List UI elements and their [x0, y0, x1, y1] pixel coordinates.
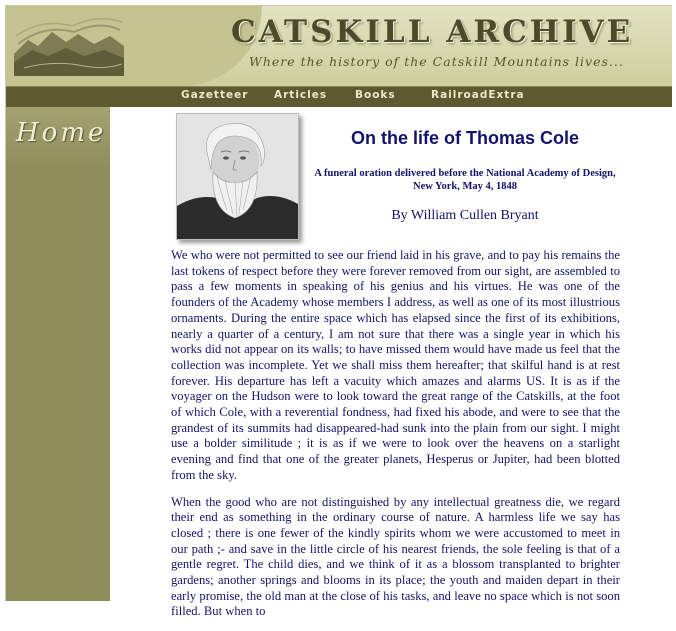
nav-books[interactable]: Books — [355, 89, 396, 101]
article-byline: By William Cullen Bryant — [391, 208, 539, 223]
article-subtitle — [306, 167, 624, 193]
author-portrait — [176, 113, 299, 240]
site-title[interactable]: CATSKILL ARCHIVE — [231, 14, 634, 50]
page-frame — [5, 5, 672, 619]
article-subtitle-line-1: A funeral oration delivered before the National Academy of Design, — [314, 168, 616, 179]
sidebar-home-link[interactable]: Home — [16, 118, 107, 148]
nav-railroadextra[interactable]: RailroadExtra — [431, 89, 525, 101]
nav-articles[interactable]: Articles — [274, 89, 328, 101]
site-logo[interactable] — [6, 6, 182, 86]
nav-gazetteer[interactable]: Gazetteer — [181, 89, 249, 101]
article-body — [171, 248, 620, 631]
sidebar — [6, 107, 110, 601]
portrait-engraving-icon — [177, 114, 298, 239]
article-paragraph-2: When the good who are not distinguished by any intellectual greatness die, we regard their end as something in the ordinary course of nature. A harmless life we say has closed ; there is one fewer of the kindly spirits whom we were accustomed to meet in our path ;- and save in the little circle of his nearest friends, the sole feeling is that of a gentle regret. The child dies, and we think of it as a blossom transplanted to brighter gardens; another springs and blooms in its place; the youth and maiden depart in their early promise, the old man at the close of his tasks, and leave no space which is not soon filled. But when to — [171, 494, 620, 619]
article-paragraph-1: We who were not permitted to see our friend laid in his grave, and to pay his remains the last tokens of respect before they were forever removed from our sight, are assembled to pass a few moments in speaking of his genius and his virtues. He was one of the founders of the Academy whose members I address, as well as one of its most illustrious ornaments. During the entire space which has elapsed since the first of its exhibitions, nearly a quarter of a century, I am not sure that there was a single year in which his works did not appear on its walls; to have missed them would have made us feel that the collection was incomplete. Yet we shall miss them hereafter; that skilful hand is at rest forever. His departure has left a vacuity which amazes and alarms US. It is as if the voyager on the Hudson were to look toward the great range of the Catskills, at the foot of which Cole, with a reverential fondness, had fixed his abode, and were to see that the grandest of its summits had disappeared-had sunk into the plain from our sight. I might use a bolder similitude ; it is as if we were to look over the heavens on a starlight evening and find that one of the greater planets, Hesperus or Jupiter, had been blotted from the sky. — [171, 248, 620, 482]
article-title: On the life of Thomas Cole — [350, 128, 579, 148]
article-subtitle-line-2: New York, May 4, 1848 — [412, 181, 517, 192]
mountain-logo-icon — [14, 14, 124, 76]
site-tagline: Where the history of the Catskill Mountains lives... — [249, 54, 624, 69]
top-nav — [6, 86, 672, 107]
